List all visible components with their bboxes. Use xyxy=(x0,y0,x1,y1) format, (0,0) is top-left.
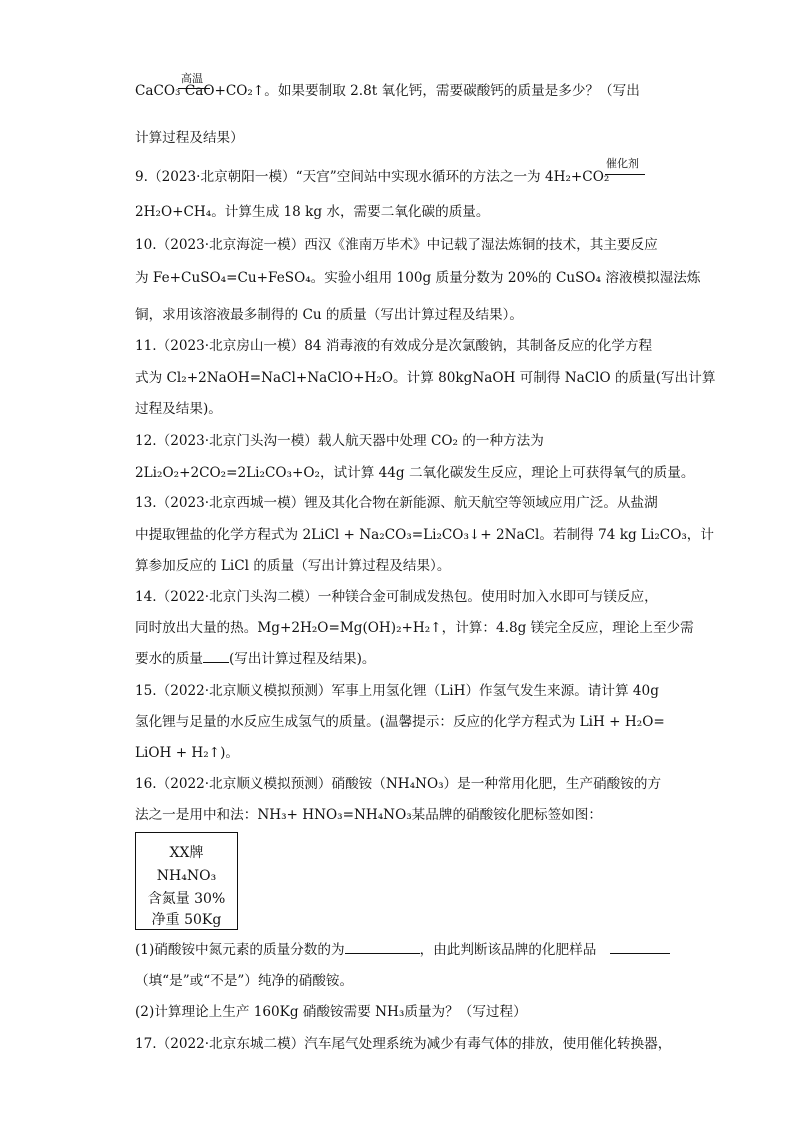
label-net-weight: 净重 50Kg xyxy=(151,912,222,928)
answer-blank-nitrogen-fraction[interactable] xyxy=(345,941,420,954)
answer-blank-purity[interactable] xyxy=(610,941,670,954)
question-13-line-1: 13.（2023·北京西城一模）锂及其化合物在新能源、航天航空等领域应用广泛。从盐湖 xyxy=(135,495,658,511)
question-15-line-3: LiOH + H₂↑)。 xyxy=(135,745,239,761)
question-14-line-3 xyxy=(135,650,376,668)
label-formula: NH₄NO₃ xyxy=(156,868,217,884)
question-10-line-3: 铜，求用该溶液最多制得的 Cu 的质量（写出计算过程及结果）。 xyxy=(135,307,524,323)
question-15-line-2: 氢化锂与足量的水反应生成氢气的质量。(温馨提示：反应的化学方程式为 LiH + H₂O= xyxy=(135,714,665,730)
reaction-condition-catalyst: 催化剂 xyxy=(606,157,639,170)
question-15-line-1: 15.（2022·北京顺义模拟预测）军事上用氢化锂（LiH）作氢气发生来源。请计算 40g xyxy=(135,683,659,699)
question-14-text-a: 要水的质量 xyxy=(135,651,203,667)
label-nitrogen-content: 含氮量 30% xyxy=(147,891,226,907)
question-16-line-2: 法之一是用中和法：NH₃+ HNO₃=NH₄NO₃某品牌的硝酸铵化肥标签如图： xyxy=(135,807,602,823)
question-13-line-3: 算参加反应的 LiCl 的质量（写出计算过程及结果）。 xyxy=(135,558,451,574)
question-14-line-1: 14.（2022·北京门头沟二模）一种镁合金可制成发热包。使用时加入水即可与镁反应， xyxy=(135,589,658,605)
question-10-line-1: 10.（2023·北京海淀一模）西汉《淮南万毕术》中记载了湿法炼铜的技术，其主要反应 xyxy=(135,237,658,253)
question-11-line-2: 式为 Cl₂+2NaOH=NaCl+NaClO+H₂O。计算 80kgNaOH 可制得 NaClO 的质量(写出计算 xyxy=(135,370,716,386)
text-line-2: 计算过程及结果） xyxy=(135,130,244,146)
reaction-condition-high-temp: 高温 xyxy=(181,72,203,85)
answer-blank-water-mass[interactable] xyxy=(203,650,229,663)
question-14-text-b: (写出计算过程及结果)。 xyxy=(228,651,376,667)
question-11-line-1: 11.（2023·北京房山一模）84 消毒液的有效成分是次氯酸钠，其制备反应的化学方程 xyxy=(135,338,653,354)
question-13-line-2: 中提取锂盐的化学方程式为 2LiCl + Na₂CO₃=Li₂CO₃↓+ 2NaCl。若制得 74 kg Li₂CO₃，计 xyxy=(135,527,714,543)
question-16-part-1-line-1 xyxy=(135,941,670,959)
question-16-part-1-line-2: （填“是”或“不是”）纯净的硝酸铵。 xyxy=(135,973,354,989)
question-9-line-2: 2H₂O+CH₄。计算生成 18 kg 水，需要二氧化碳的质量。 xyxy=(135,204,490,220)
question-12-line-2: 2Li₂O₂+2CO₂=2Li₂CO₃+O₂，试计算 44g 二氧化碳发生反应，理论上可获得氧气的质量。 xyxy=(135,465,695,481)
question-16-line-1: 16.（2022·北京顺义模拟预测）硝酸铵（NH₄NO₃）是一种常用化肥，生产硝酸铵的方 xyxy=(135,776,662,792)
question-16-part-2: (2)计算理论上生产 160Kg 硝酸铵需要 NH₃质量为？（写过程） xyxy=(135,1004,527,1020)
question-10-line-2: 为 Fe+CuSO₄=Cu+FeSO₄。实验小组用 100g 质量分数为 20%的 CuSO₄ 溶液模拟湿法炼 xyxy=(135,270,701,286)
question-11-line-3: 过程及结果)。 xyxy=(135,401,222,417)
label-brand: XX牌 xyxy=(169,845,204,861)
question-9-line-1: 9.（2023·北京朝阳一模）“天宫”空间站中实现水循环的方法之一为 4H₂+CO₂ xyxy=(135,169,610,185)
question-16-part-1-text-b: ，由此判断该品牌的化肥样品 xyxy=(419,942,597,958)
question-12-line-1: 12.（2023·北京门头沟一模）载人航天器中处理 CO₂ 的一种方法为 xyxy=(135,433,544,449)
text-line-1: CaCO₃ CaO+CO₂↑。如果要制取 2.8t 氧化钙，需要碳酸钙的质量是多少？（写出 xyxy=(135,83,640,99)
question-17-line-1: 17.（2022·北京东城二模）汽车尾气处理系统为减少有毒气体的排放，使用催化转换器， xyxy=(135,1036,672,1052)
question-16-part-1-text-a: (1)硝酸铵中氮元素的质量分数的为 xyxy=(135,942,345,958)
reaction-arrow-bar-2 xyxy=(605,174,645,175)
question-14-line-2: 同时放出大量的热。Mg+2H₂O=Mg(OH)₂+H₂↑，计算：4.8g 镁完全反应，理论上至少需 xyxy=(135,620,694,636)
fertilizer-label xyxy=(135,832,238,930)
